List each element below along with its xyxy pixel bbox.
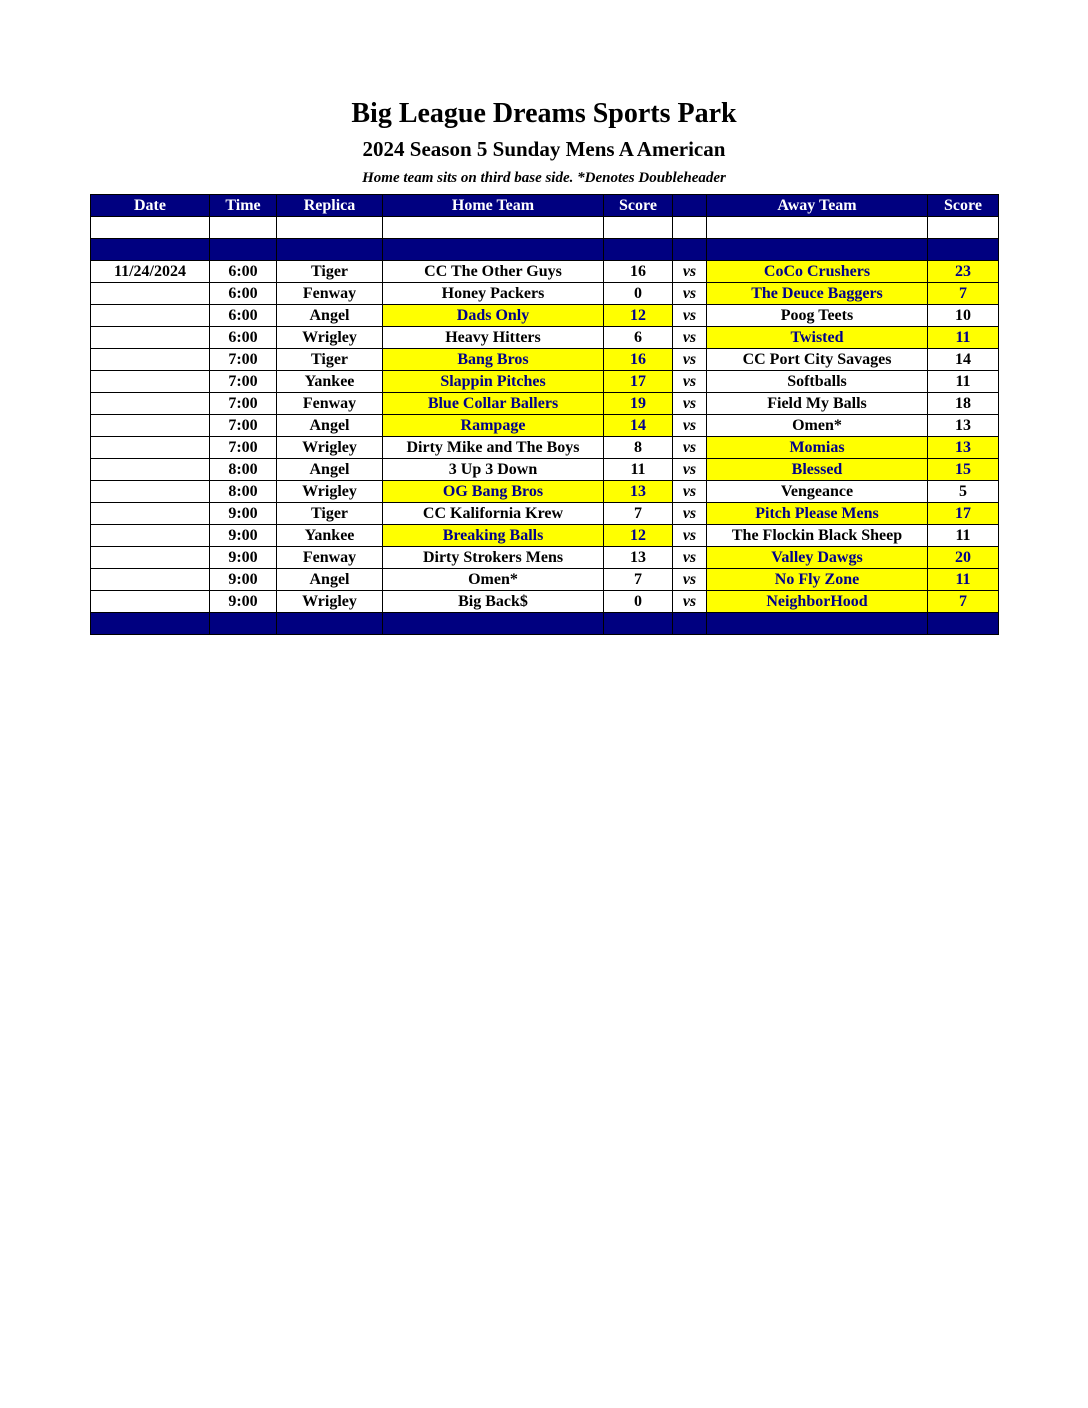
away-score-cell: 11 (928, 371, 999, 393)
column-header-away-team: Away Team (707, 195, 928, 217)
table-row (91, 305, 999, 327)
table-row (91, 261, 999, 283)
date-cell (91, 305, 210, 327)
vs-cell: vs (673, 415, 707, 437)
home-team-cell: 3 Up 3 Down (383, 459, 604, 481)
away-team-cell: NeighborHood (707, 591, 928, 613)
away-score-cell: 5 (928, 481, 999, 503)
time-cell: 6:00 (210, 305, 277, 327)
away-score-cell: 20 (928, 547, 999, 569)
away-score-cell: 13 (928, 437, 999, 459)
table-row (91, 393, 999, 415)
replica-cell: Fenway (277, 547, 383, 569)
replica-cell: Wrigley (277, 481, 383, 503)
away-team-cell: Twisted (707, 327, 928, 349)
time-cell: 8:00 (210, 481, 277, 503)
vs-cell: vs (673, 283, 707, 305)
home-team-cell: Breaking Balls (383, 525, 604, 547)
table-row (91, 327, 999, 349)
home-score-cell: 19 (604, 393, 673, 415)
page-title: Big League Dreams Sports Park (351, 98, 737, 129)
away-team-cell: Momias (707, 437, 928, 459)
date-cell (91, 547, 210, 569)
date-cell (91, 371, 210, 393)
date-cell (91, 283, 210, 305)
home-score-cell: 12 (604, 525, 673, 547)
away-score-cell: 11 (928, 525, 999, 547)
home-score-cell: 7 (604, 503, 673, 525)
home-team-cell: Slappin Pitches (383, 371, 604, 393)
date-cell (91, 591, 210, 613)
column-header-date: Date (91, 195, 210, 217)
vs-cell: vs (673, 305, 707, 327)
replica-cell: Fenway (277, 393, 383, 415)
home-team-cell: Heavy Hitters (383, 327, 604, 349)
date-cell (91, 327, 210, 349)
time-cell: 9:00 (210, 591, 277, 613)
divider-band-row (91, 239, 999, 261)
home-team-cell: Omen* (383, 569, 604, 591)
table-row (91, 569, 999, 591)
date-cell (91, 437, 210, 459)
vs-cell: vs (673, 591, 707, 613)
vs-cell: vs (673, 569, 707, 591)
time-cell: 6:00 (210, 283, 277, 305)
table-row (91, 371, 999, 393)
away-score-cell: 23 (928, 261, 999, 283)
away-team-cell: Field My Balls (707, 393, 928, 415)
time-cell: 7:00 (210, 371, 277, 393)
replica-cell: Yankee (277, 371, 383, 393)
home-team-cell: Bang Bros (383, 349, 604, 371)
away-score-cell: 7 (928, 283, 999, 305)
home-team-cell: Dirty Mike and The Boys (383, 437, 604, 459)
home-team-cell: Big Back$ (383, 591, 604, 613)
away-team-cell: Vengeance (707, 481, 928, 503)
vs-cell: vs (673, 349, 707, 371)
header-row (91, 195, 999, 217)
schedule-body (91, 217, 999, 635)
away-team-cell: No Fly Zone (707, 569, 928, 591)
date-cell (91, 525, 210, 547)
date-cell (91, 349, 210, 371)
vs-cell: vs (673, 437, 707, 459)
date-cell (91, 415, 210, 437)
date-cell (91, 393, 210, 415)
away-score-cell: 7 (928, 591, 999, 613)
vs-cell: vs (673, 525, 707, 547)
away-team-cell: Valley Dawgs (707, 547, 928, 569)
home-score-cell: 11 (604, 459, 673, 481)
table-row (91, 459, 999, 481)
column-header-home-team: Home Team (383, 195, 604, 217)
date-cell (91, 459, 210, 481)
time-cell: 6:00 (210, 261, 277, 283)
away-team-cell: Softballs (707, 371, 928, 393)
away-score-cell: 13 (928, 415, 999, 437)
vs-cell: vs (673, 261, 707, 283)
replica-cell: Tiger (277, 261, 383, 283)
replica-cell: Wrigley (277, 591, 383, 613)
time-cell: 7:00 (210, 437, 277, 459)
vs-cell: vs (673, 503, 707, 525)
vs-cell: vs (673, 481, 707, 503)
replica-cell: Yankee (277, 525, 383, 547)
schedule-note: Home team sits on third base side. *Denotes Doubleheader (362, 170, 726, 186)
home-team-cell: CC Kalifornia Krew (383, 503, 604, 525)
home-team-cell: Blue Collar Ballers (383, 393, 604, 415)
date-cell (91, 503, 210, 525)
time-cell: 6:00 (210, 327, 277, 349)
spacer-row (91, 217, 999, 239)
home-team-cell: Rampage (383, 415, 604, 437)
home-score-cell: 12 (604, 305, 673, 327)
away-score-cell: 11 (928, 569, 999, 591)
away-team-cell: Pitch Please Mens (707, 503, 928, 525)
replica-cell: Angel (277, 459, 383, 481)
schedule-table (90, 194, 999, 635)
table-row (91, 503, 999, 525)
table-row (91, 547, 999, 569)
page-subtitle: 2024 Season 5 Sunday Mens A American (362, 137, 726, 161)
home-score-cell: 6 (604, 327, 673, 349)
away-score-cell: 10 (928, 305, 999, 327)
home-score-cell: 16 (604, 349, 673, 371)
vs-cell: vs (673, 459, 707, 481)
vs-cell: vs (673, 547, 707, 569)
table-row (91, 283, 999, 305)
time-cell: 9:00 (210, 569, 277, 591)
vs-cell: vs (673, 327, 707, 349)
replica-cell: Tiger (277, 503, 383, 525)
time-cell: 9:00 (210, 503, 277, 525)
column-header-time: Time (210, 195, 277, 217)
divider-band-row (91, 613, 999, 635)
table-row (91, 437, 999, 459)
away-score-cell: 15 (928, 459, 999, 481)
home-score-cell: 7 (604, 569, 673, 591)
home-score-cell: 17 (604, 371, 673, 393)
replica-cell: Angel (277, 569, 383, 591)
home-score-cell: 16 (604, 261, 673, 283)
away-score-cell: 11 (928, 327, 999, 349)
away-team-cell: Poog Teets (707, 305, 928, 327)
away-team-cell: The Deuce Baggers (707, 283, 928, 305)
replica-cell: Angel (277, 305, 383, 327)
date-cell (91, 481, 210, 503)
away-team-cell: CC Port City Savages (707, 349, 928, 371)
table-row (91, 415, 999, 437)
time-cell: 8:00 (210, 459, 277, 481)
away-score-cell: 14 (928, 349, 999, 371)
replica-cell: Wrigley (277, 437, 383, 459)
replica-cell: Fenway (277, 283, 383, 305)
home-score-cell: 14 (604, 415, 673, 437)
table-row (91, 591, 999, 613)
replica-cell: Tiger (277, 349, 383, 371)
date-cell: 11/24/2024 (91, 261, 210, 283)
date-cell (91, 569, 210, 591)
home-score-cell: 8 (604, 437, 673, 459)
table-row (91, 349, 999, 371)
away-score-cell: 17 (928, 503, 999, 525)
table-row (91, 481, 999, 503)
away-team-cell: Omen* (707, 415, 928, 437)
replica-cell: Angel (277, 415, 383, 437)
away-team-cell: CoCo Crushers (707, 261, 928, 283)
home-score-cell: 0 (604, 283, 673, 305)
time-cell: 7:00 (210, 393, 277, 415)
column-header-away-score: Score (928, 195, 999, 217)
away-score-cell: 18 (928, 393, 999, 415)
home-team-cell: OG Bang Bros (383, 481, 604, 503)
table-row (91, 525, 999, 547)
time-cell: 7:00 (210, 415, 277, 437)
time-cell: 7:00 (210, 349, 277, 371)
away-team-cell: Blessed (707, 459, 928, 481)
home-team-cell: CC The Other Guys (383, 261, 604, 283)
vs-cell: vs (673, 371, 707, 393)
home-team-cell: Dirty Strokers Mens (383, 547, 604, 569)
home-score-cell: 13 (604, 547, 673, 569)
home-score-cell: 0 (604, 591, 673, 613)
column-header-home-score: Score (604, 195, 673, 217)
replica-cell: Wrigley (277, 327, 383, 349)
column-header-vs (673, 195, 707, 217)
home-team-cell: Honey Packers (383, 283, 604, 305)
column-header-replica: Replica (277, 195, 383, 217)
away-team-cell: The Flockin Black Sheep (707, 525, 928, 547)
home-score-cell: 13 (604, 481, 673, 503)
vs-cell: vs (673, 393, 707, 415)
home-team-cell: Dads Only (383, 305, 604, 327)
time-cell: 9:00 (210, 547, 277, 569)
time-cell: 9:00 (210, 525, 277, 547)
